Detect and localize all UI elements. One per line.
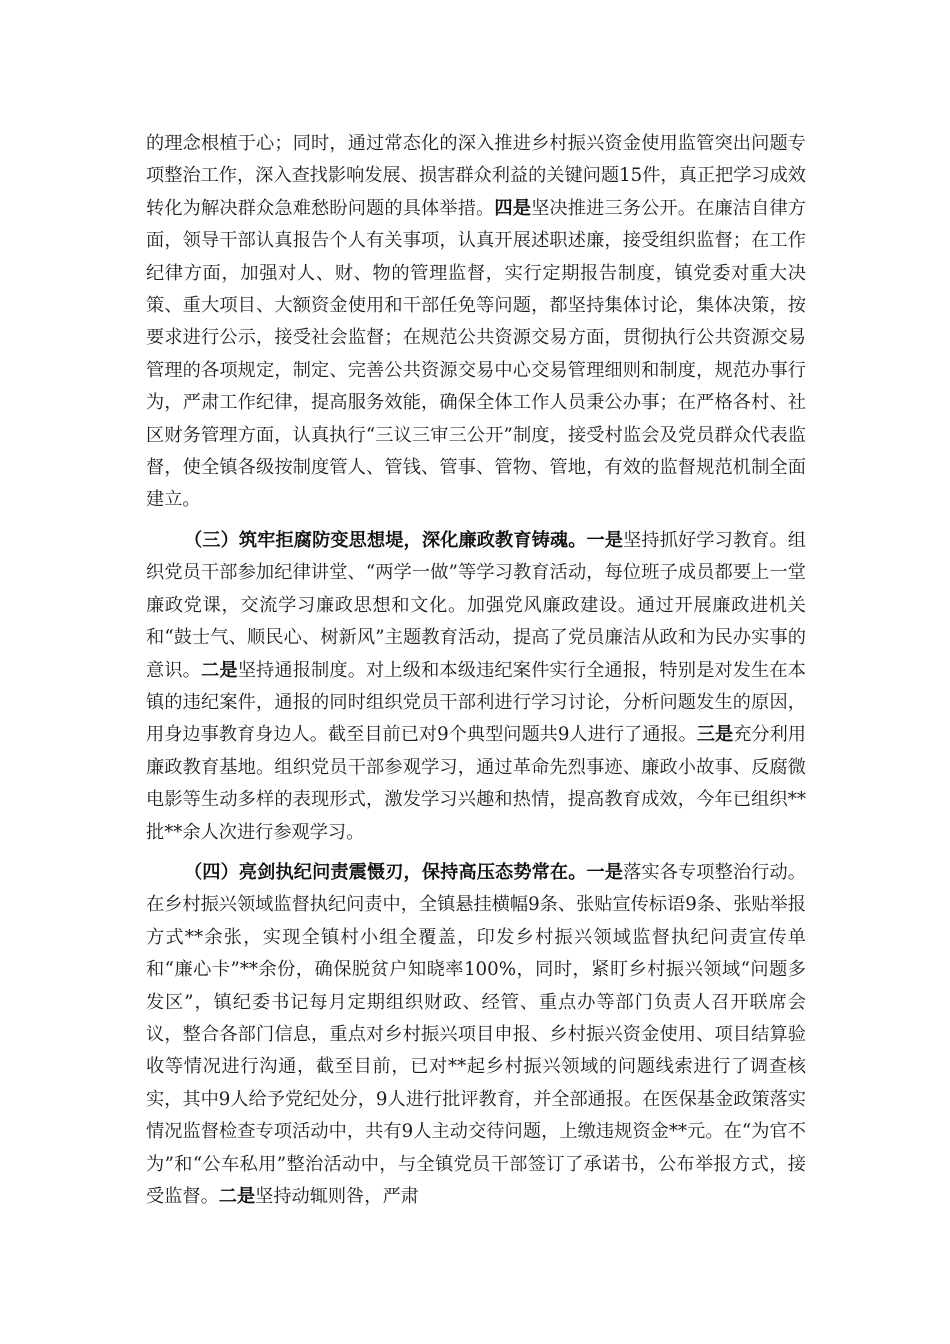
text-run: 的理念根植于心；同时，通过常态化的深入推进乡村振兴资金使用监管突出问题专项整治工作，深入查找影响发展、损害群众利益的关键问题15件，真正把学习成效转化为解决群众急难愁盼问题的具体举措。 (146, 133, 806, 219)
paragraph-section-three (146, 525, 806, 849)
bold-lead-phrase: 四是 (494, 197, 532, 219)
paragraph-four-is-transparency (146, 128, 806, 517)
section-heading-four: （四）亮剑执纪问责震慑刃，保持高压态势常在。 (184, 861, 587, 883)
text-run: 坚持动辄则咎，严肃 (255, 1186, 419, 1207)
text-run: 充分利用廉政教育基地。组织党员干部参观学习，通过革命先烈事迹、廉政小故事、反腐微电影等生动多样的表现形式，激发学习兴趣和热情，提高教育成效，今年已组织**批**余人次进行参观学习。 (146, 724, 806, 843)
paragraph-section-four (146, 857, 806, 1213)
section-heading-three: （三）筑牢拒腐防变思想堤，深化廉政教育铸魂。 (184, 529, 587, 551)
bold-lead-phrase: 一是 (586, 861, 624, 883)
text-run: 落实各专项整治行动。在乡村振兴领域监督执纪问责中，全镇悬挂横幅9条、张贴宣传标语9条、张贴举报方式**余张，实现全镇村小组全覆盖，印发乡村振兴领域监督执纪问责宣传单和“廉心卡”**余份，确保脱贫户知晓率100%，同时，紧盯乡村振兴领域“问题多发区”，镇纪委书记每月定期组织财政、经管、重点办等部门负责人召开联席会议，整合各部门信息，重点对乡村振兴项目申报、乡村振兴资金使用、项目结算验收等情况进行沟通，截至目前，已对**起乡村振兴领域的问题线索进行了调查核实，其中9人给予党纪处分，9人进行批评教育，并全部通报。在医保基金政策落实情况监督检查专项活动中，共有9人主动交待问题，上缴违规资金**元。在“为官不为”和“公车私用”整治活动中，与全镇党员干部签订了承诺书，公布举报方式，接受监督。 (146, 861, 806, 1207)
bold-lead-phrase: 二是 (218, 1186, 256, 1207)
text-run: 坚持通报制度。对上级和本级违纪案件实行全通报，特别是对发生在本镇的违纪案件，通报的同时组织党员干部利进行学习讨论，分析问题发生的原因，用身边事教育身边人。截至目前已对9个典型问题共9人进行了通报。 (146, 659, 806, 746)
text-run: 坚持抓好学习教育。组织党员干部参加纪律讲堂、“两学一做”等学习教育活动，每位班子成员都要上一堂廉政党课，交流学习廉政思想和文化。加强党风廉政建设。通过开展廉政进机关和“鼓士气、顺民心、树新风”主题教育活动，提高了党员廉洁从政和为民办实事的意识。 (146, 529, 806, 681)
text-run: 坚决推进三务公开。在廉洁自律方面，领导干部认真报告个人有关事项，认真开展述职述廉，接受组织监督；在工作纪律方面，加强对人、财、物的管理监督，实行定期报告制度，镇党委对重大决策、重大项目、大额资金使用和干部任免等问题，都坚持集体讨论，集体决策，按要求进行公示，接受社会监督；在规范公共资源交易方面，贯彻执行公共资源交易管理的各项规定，制定、完善公共资源交易中心交易管理细则和制度，规范办事行为，严肃工作纪律，提高服务效能，确保全体工作人员秉公办事；在严格各村、社区财务管理方面，认真执行“三议三审三公开”制度，接受村监会及党员群众代表监督，使全镇各级按制度管人、管钱、管事、管物、管地，有效的监督规范机制全面建立。 (146, 197, 806, 511)
document-body (146, 128, 806, 1221)
bold-lead-phrase: 一是 (586, 529, 624, 551)
bold-lead-phrase: 二是 (201, 659, 238, 681)
bold-lead-phrase: 三是 (696, 724, 734, 746)
